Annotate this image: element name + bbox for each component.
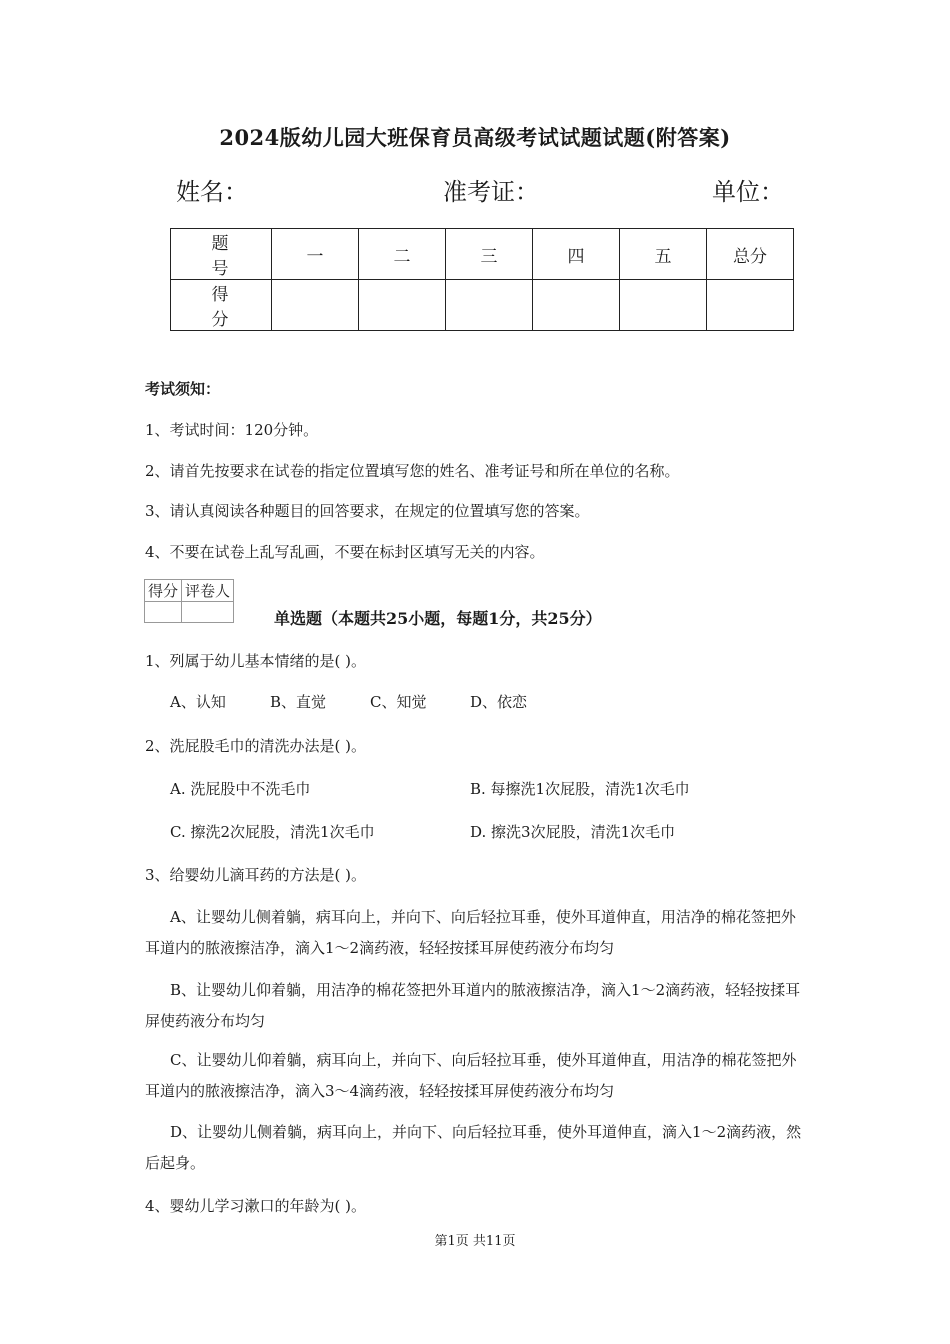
score-table xyxy=(170,228,794,331)
q2-option-d: D. 擦洗3次屁股，清洗1次毛巾 xyxy=(470,823,676,841)
notice-item: 1、考试时间：120分钟。 xyxy=(145,421,319,439)
q1-option-d: D、依恋 xyxy=(470,693,528,711)
question-2-stem: 2、洗屁股毛巾的清洗办法是( )。 xyxy=(145,737,367,755)
score-cell[interactable] xyxy=(359,280,446,331)
score-header-cell: 二 xyxy=(359,229,446,280)
question-1-stem: 1、列属于幼儿基本情绪的是( )。 xyxy=(145,652,367,670)
score-header-cell: 五 xyxy=(620,229,707,280)
score-header-cell: 题 号 xyxy=(171,229,272,280)
notice-item: 3、请认真阅读各种题目的回答要求，在规定的位置填写您的答案。 xyxy=(145,502,590,520)
q3-option-c: C、让婴幼儿仰着躺，病耳向上，并向下、向后轻拉耳垂，使外耳道伸直，用洁净的棉花签把外耳道内的脓液擦洁净，滴入3～4滴药液，轻轻按揉耳屏使药液分布均匀 xyxy=(145,1051,797,1100)
score-cell[interactable] xyxy=(620,280,707,331)
q1-option-c: C、知觉 xyxy=(370,693,427,711)
page-title: 2024版幼儿园大班保育员高级考试试题试题(附答案) xyxy=(219,125,731,150)
q1-option-a: A、认知 xyxy=(170,693,226,711)
grader-score-label: 得分 xyxy=(145,580,182,602)
q3-option-d: D、让婴幼儿侧着躺，病耳向上，并向下、向后轻拉耳垂，使外耳道伸直，滴入1～2滴药液，然后起身。 xyxy=(145,1123,802,1172)
grader-box xyxy=(144,579,234,623)
score-table-header-row xyxy=(171,229,794,280)
score-cell[interactable] xyxy=(272,280,359,331)
notice-title: 考试须知： xyxy=(145,380,221,398)
score-row-label: 得 分 xyxy=(171,280,272,331)
score-cell[interactable] xyxy=(533,280,620,331)
score-header-cell: 三 xyxy=(446,229,533,280)
q2-option-a: A. 洗屁股中不洗毛巾 xyxy=(170,780,311,798)
score-header-cell: 四 xyxy=(533,229,620,280)
score-cell[interactable] xyxy=(707,280,794,331)
grader-score-cell[interactable] xyxy=(145,602,182,623)
q2-option-b: B. 每擦洗1次屁股，清洗1次毛巾 xyxy=(470,780,690,798)
q3-option-b: B、让婴幼儿仰着躺，用洁净的棉花签把外耳道内的脓液擦洁净，滴入1～2滴药液，轻轻按揉耳屏使药液分布均匀 xyxy=(145,981,801,1030)
section-title: 单选题（本题共25小题，每题1分，共25分） xyxy=(274,609,602,628)
name-label: 姓名： xyxy=(176,178,248,206)
score-cell[interactable] xyxy=(446,280,533,331)
exam-id-label: 准考证： xyxy=(443,178,539,206)
question-4-stem: 4、婴幼儿学习漱口的年龄为( )。 xyxy=(145,1197,367,1215)
notice-item: 2、请首先按要求在试卷的指定位置填写您的姓名、准考证号和所在单位的名称。 xyxy=(145,462,680,480)
unit-label: 单位： xyxy=(712,178,784,206)
score-header-cell: 总分 xyxy=(707,229,794,280)
q2-option-c: C. 擦洗2次屁股，清洗1次毛巾 xyxy=(170,823,375,841)
score-table-score-row xyxy=(171,280,794,331)
score-header-cell: 一 xyxy=(272,229,359,280)
page-footer: 第1页 共11页 xyxy=(434,1234,516,1249)
grader-reviewer-cell[interactable] xyxy=(182,602,234,623)
question-3-stem: 3、给婴幼儿滴耳药的方法是( )。 xyxy=(145,866,367,884)
q1-option-b: B、直觉 xyxy=(270,693,327,711)
grader-reviewer-label: 评卷人 xyxy=(182,580,234,602)
q3-option-a: A、让婴幼儿侧着躺，病耳向上，并向下、向后轻拉耳垂，使外耳道伸直，用洁净的棉花签把外耳道内的脓液擦洁净，滴入1～2滴药液，轻轻按揉耳屏使药液分布均匀 xyxy=(145,908,796,957)
notice-item: 4、不要在试卷上乱写乱画，不要在标封区填写无关的内容。 xyxy=(145,543,545,561)
